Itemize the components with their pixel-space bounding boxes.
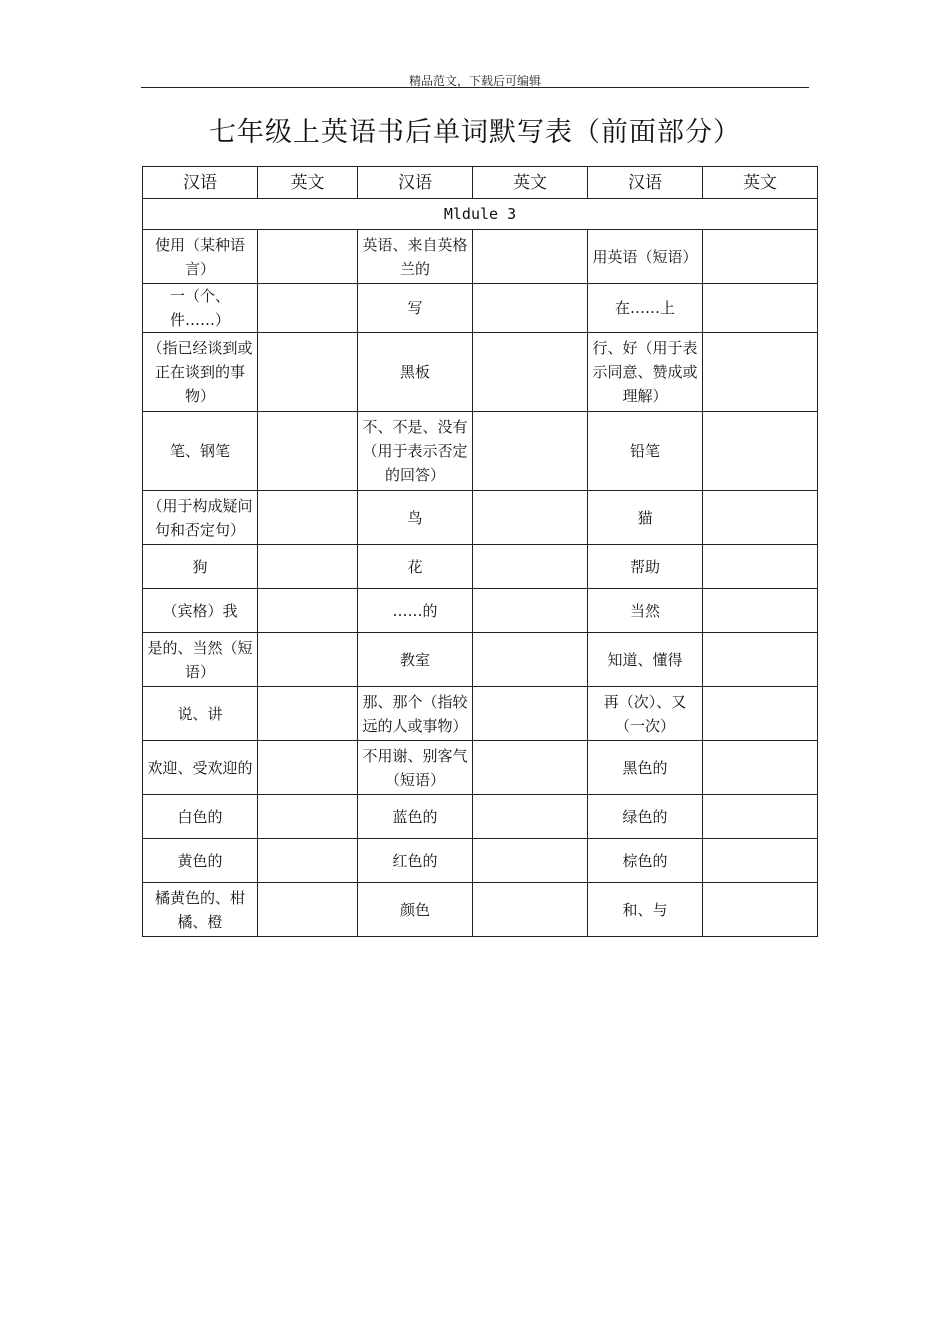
chinese-word-cell: 红色的: [358, 839, 473, 883]
header-note: 精品范文，下载后可编辑: [408, 74, 541, 88]
chinese-word-cell: 花: [358, 545, 473, 589]
english-answer-cell[interactable]: [703, 795, 818, 839]
english-answer-cell[interactable]: [473, 412, 588, 491]
english-answer-cell[interactable]: [473, 633, 588, 687]
chinese-word-cell: 黄色的: [143, 839, 258, 883]
header-cell-chinese: 汉语: [358, 167, 473, 199]
chinese-word-cell: 知道、懂得: [588, 633, 703, 687]
chinese-word-cell: 用英语（短语）: [588, 230, 703, 284]
english-answer-cell[interactable]: [473, 795, 588, 839]
header-cell-chinese: 汉语: [588, 167, 703, 199]
english-answer-cell[interactable]: [473, 883, 588, 937]
english-answer-cell[interactable]: [473, 741, 588, 795]
chinese-word-cell: 白色的: [143, 795, 258, 839]
english-answer-cell[interactable]: [473, 687, 588, 741]
table-row: [143, 412, 818, 491]
header-cell-english: 英文: [473, 167, 588, 199]
chinese-word-cell: 使用（某种语言）: [143, 230, 258, 284]
english-answer-cell[interactable]: [258, 491, 358, 545]
chinese-word-cell: 和、与: [588, 883, 703, 937]
table-row: [143, 839, 818, 883]
english-answer-cell[interactable]: [473, 491, 588, 545]
chinese-word-cell: 棕色的: [588, 839, 703, 883]
chinese-word-cell: 一（个、件……）: [143, 284, 258, 333]
english-answer-cell[interactable]: [473, 284, 588, 333]
table-row: [143, 633, 818, 687]
chinese-word-cell: 鸟: [358, 491, 473, 545]
vocabulary-table: [142, 166, 818, 937]
table-row: [143, 491, 818, 545]
chinese-word-cell: 说、讲: [143, 687, 258, 741]
english-answer-cell[interactable]: [258, 883, 358, 937]
chinese-word-cell: 再（次）、又（一次）: [588, 687, 703, 741]
english-answer-cell[interactable]: [473, 333, 588, 412]
chinese-word-cell: 欢迎、受欢迎的: [143, 741, 258, 795]
header-cell-chinese: 汉语: [143, 167, 258, 199]
table-row: [143, 284, 818, 333]
header-cell-english: 英文: [258, 167, 358, 199]
module-row: [143, 199, 818, 230]
english-answer-cell[interactable]: [703, 491, 818, 545]
english-answer-cell[interactable]: [703, 883, 818, 937]
table-row: [143, 687, 818, 741]
english-answer-cell[interactable]: [258, 545, 358, 589]
english-answer-cell[interactable]: [703, 412, 818, 491]
english-answer-cell[interactable]: [258, 589, 358, 633]
chinese-word-cell: 英语、来自英格兰的: [358, 230, 473, 284]
chinese-word-cell: 铅笔: [588, 412, 703, 491]
chinese-word-cell: 帮助: [588, 545, 703, 589]
english-answer-cell[interactable]: [258, 333, 358, 412]
english-answer-cell[interactable]: [258, 412, 358, 491]
english-answer-cell[interactable]: [258, 741, 358, 795]
chinese-word-cell: 当然: [588, 589, 703, 633]
chinese-word-cell: 在……上: [588, 284, 703, 333]
english-answer-cell[interactable]: [703, 741, 818, 795]
table-header-row: [143, 167, 818, 199]
english-answer-cell[interactable]: [473, 230, 588, 284]
chinese-word-cell: 是的、当然（短语）: [143, 633, 258, 687]
english-answer-cell[interactable]: [703, 687, 818, 741]
english-answer-cell[interactable]: [258, 633, 358, 687]
table-row: [143, 333, 818, 412]
english-answer-cell[interactable]: [473, 589, 588, 633]
chinese-word-cell: 绿色的: [588, 795, 703, 839]
module-label: Mldule 3: [143, 199, 818, 230]
chinese-word-cell: （宾格）我: [143, 589, 258, 633]
english-answer-cell[interactable]: [703, 284, 818, 333]
chinese-word-cell: 蓝色的: [358, 795, 473, 839]
chinese-word-cell: 黑板: [358, 333, 473, 412]
header-cell-english: 英文: [703, 167, 818, 199]
english-answer-cell[interactable]: [703, 230, 818, 284]
english-answer-cell[interactable]: [703, 333, 818, 412]
header-rule: [141, 87, 809, 88]
table-row: [143, 545, 818, 589]
table-row: [143, 795, 818, 839]
chinese-word-cell: （指已经谈到或正在谈到的事物）: [143, 333, 258, 412]
chinese-word-cell: 笔、钢笔: [143, 412, 258, 491]
page-title: 七年级上英语书后单词默写表（前面部分）: [209, 117, 741, 148]
english-answer-cell[interactable]: [258, 795, 358, 839]
english-answer-cell[interactable]: [703, 633, 818, 687]
english-answer-cell[interactable]: [258, 230, 358, 284]
chinese-word-cell: 那、那个（指较远的人或事物）: [358, 687, 473, 741]
chinese-word-cell: 不、不是、没有（用于表示否定的回答）: [358, 412, 473, 491]
table-row: [143, 230, 818, 284]
chinese-word-cell: ……的: [358, 589, 473, 633]
english-answer-cell[interactable]: [258, 839, 358, 883]
english-answer-cell[interactable]: [258, 284, 358, 333]
english-answer-cell[interactable]: [258, 687, 358, 741]
chinese-word-cell: 不用谢、别客气（短语）: [358, 741, 473, 795]
table-row: [143, 883, 818, 937]
english-answer-cell[interactable]: [703, 839, 818, 883]
chinese-word-cell: 写: [358, 284, 473, 333]
english-answer-cell[interactable]: [703, 545, 818, 589]
chinese-word-cell: 颜色: [358, 883, 473, 937]
chinese-word-cell: 橘黄色的、柑橘、橙: [143, 883, 258, 937]
chinese-word-cell: 狗: [143, 545, 258, 589]
chinese-word-cell: 行、好（用于表示同意、赞成或理解）: [588, 333, 703, 412]
table-row: [143, 589, 818, 633]
chinese-word-cell: （用于构成疑问句和否定句）: [143, 491, 258, 545]
chinese-word-cell: 黑色的: [588, 741, 703, 795]
chinese-word-cell: 教室: [358, 633, 473, 687]
english-answer-cell[interactable]: [473, 839, 588, 883]
table-row: [143, 741, 818, 795]
chinese-word-cell: 猫: [588, 491, 703, 545]
english-answer-cell[interactable]: [473, 545, 588, 589]
english-answer-cell[interactable]: [703, 589, 818, 633]
